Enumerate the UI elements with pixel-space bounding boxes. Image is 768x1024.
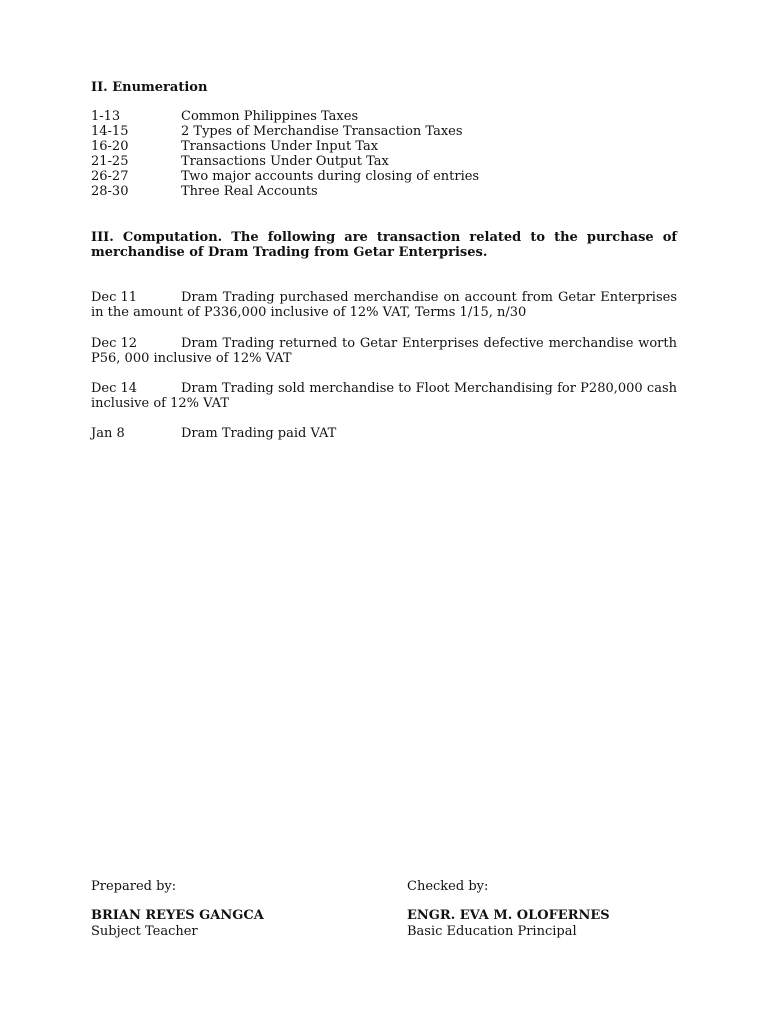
item-topic: Transactions Under Input Tax bbox=[181, 139, 379, 154]
transaction-date: Jan 8 bbox=[91, 426, 125, 441]
checked-by-label: Checked by: bbox=[407, 879, 489, 894]
transaction-text: Dram Trading sold merchandise to Floot Merchandising for P280,000 cash inclusive of 12% VAT bbox=[91, 381, 677, 411]
item-range: 16-20 bbox=[91, 139, 129, 154]
enumeration-item bbox=[91, 169, 479, 184]
transaction-entry bbox=[91, 336, 677, 366]
transaction-text: Dram Trading purchased merchandise on account from Getar Enterprises in the amount of P336,000 inclusive of 12% VAT, Terms 1/15, n/30 bbox=[91, 290, 677, 320]
transaction-entry bbox=[91, 290, 677, 320]
checked-by-title: Basic Education Principal bbox=[407, 924, 577, 939]
item-topic: Three Real Accounts bbox=[181, 184, 318, 199]
checked-by-name: ENGR. EVA M. OLOFERNES bbox=[407, 908, 610, 923]
enumeration-item bbox=[91, 109, 479, 124]
prepared-by-name: BRIAN REYES GANGCA bbox=[91, 908, 264, 923]
transaction-date: Dec 14 bbox=[91, 381, 138, 396]
enumeration-item bbox=[91, 139, 479, 154]
transaction-date: Dec 11 bbox=[91, 290, 138, 305]
enumeration-item bbox=[91, 184, 479, 199]
item-range: 21-25 bbox=[91, 154, 129, 169]
enumeration-item bbox=[91, 154, 479, 169]
item-range: 14-15 bbox=[91, 124, 129, 139]
prepared-by-title: Subject Teacher bbox=[91, 924, 198, 939]
section-3-heading: III. Computation. The following are transaction related to the purchase of merchandise of Dram Trading from Getar Enterprises. bbox=[91, 230, 677, 260]
transaction-text: Dram Trading returned to Getar Enterprises defective merchandise worth P56, 000 inclusive of 12% VAT bbox=[91, 336, 677, 366]
item-topic: Two major accounts during closing of entries bbox=[181, 169, 480, 184]
enumeration-list bbox=[91, 109, 479, 199]
item-range: 1-13 bbox=[91, 109, 121, 124]
transaction-text: Dram Trading paid VAT bbox=[181, 426, 337, 441]
item-range: 28-30 bbox=[91, 184, 129, 199]
transaction-date: Dec 12 bbox=[91, 336, 138, 351]
transaction-entry bbox=[91, 381, 677, 411]
enumeration-item bbox=[91, 124, 479, 139]
item-range: 26-27 bbox=[91, 169, 129, 184]
section-2-heading: II. Enumeration bbox=[91, 80, 208, 95]
item-topic: Transactions Under Output Tax bbox=[181, 154, 389, 169]
item-topic: Common Philippines Taxes bbox=[181, 109, 359, 124]
item-topic: 2 Types of Merchandise Transaction Taxes bbox=[181, 124, 463, 139]
transaction-entry bbox=[91, 426, 677, 441]
prepared-by-label: Prepared by: bbox=[91, 879, 177, 894]
